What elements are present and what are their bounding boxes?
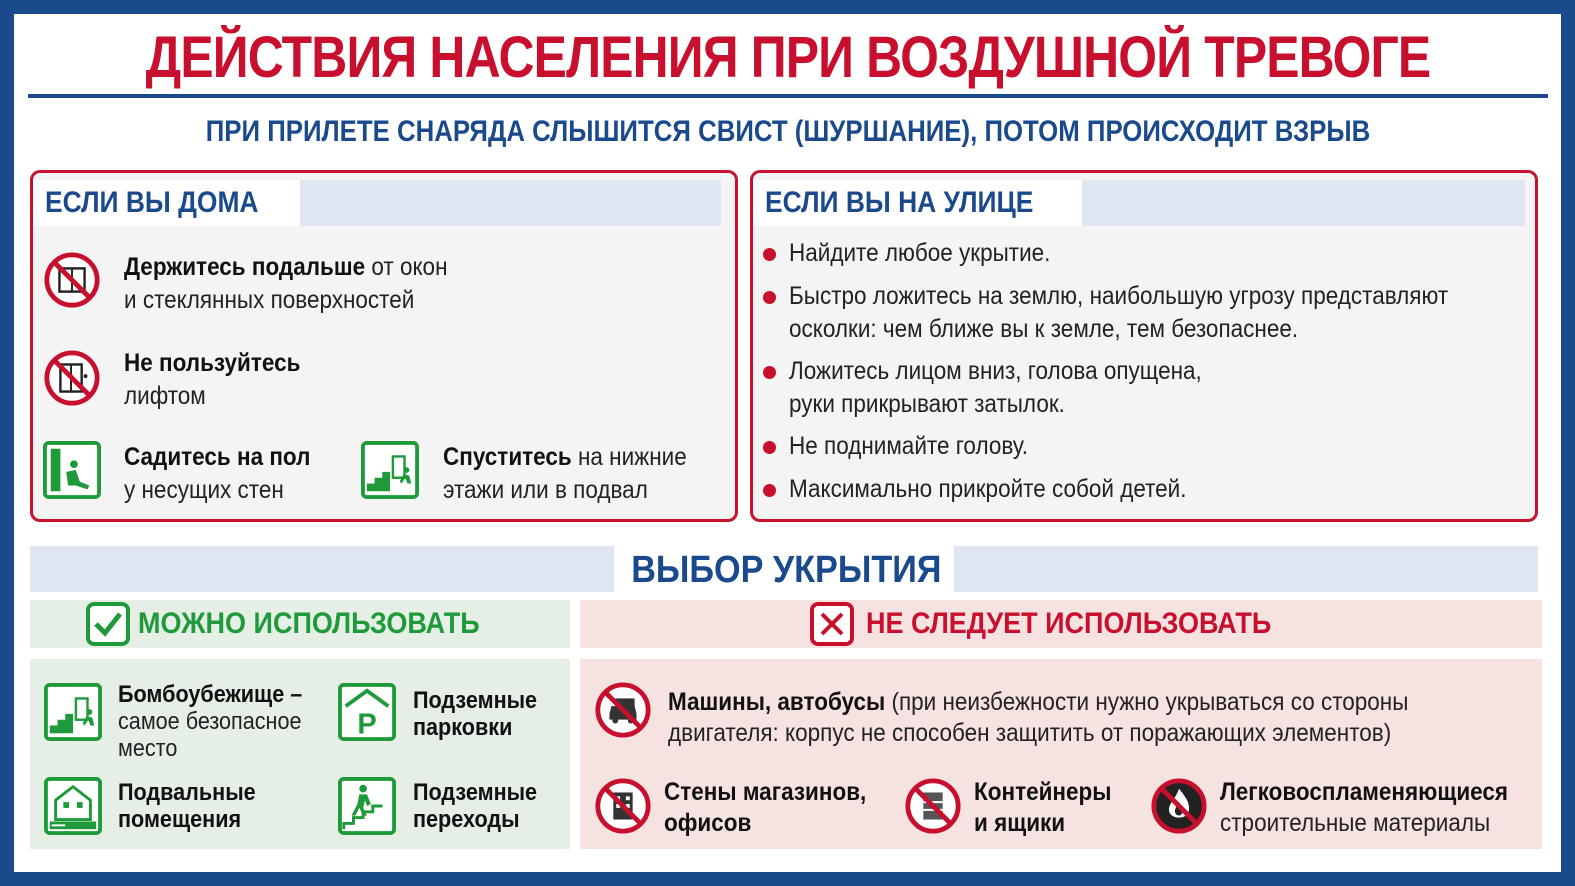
bullet-marker — [763, 248, 776, 261]
forbidden-item-containers: Контейнеры и ящики — [974, 778, 1112, 837]
title-divider — [28, 94, 1548, 98]
allowed-title: МОЖНО ИСПОЛЬЗОВАТЬ — [138, 607, 480, 640]
home-item-floor: Садитесь на пол у несущих стен — [124, 443, 311, 504]
no-elevator-icon — [43, 349, 101, 407]
allowed-item-basement: Подвальные помещения — [118, 779, 256, 833]
street-bullet-4: Не поднимайте голову. — [789, 432, 1029, 460]
street-bullet-1: Найдите любое укрытие. — [789, 239, 1051, 267]
forbidden-title: НЕ СЛЕДУЕТ ИСПОЛЬЗОВАТЬ — [866, 607, 1272, 640]
poster-frame — [14, 14, 1561, 872]
bullet-marker — [763, 484, 776, 497]
poster-subtitle: ПРИ ПРИЛЕТЕ СНАРЯДА СЛЫШИТСЯ СВИСТ (ШУРШАНИЕ), ПОТОМ ПРОИСХОДИТ ВЗРЫВ — [205, 115, 1371, 148]
allowed-header — [30, 600, 570, 648]
no-flammable-icon — [1150, 777, 1208, 835]
street-bullet-5: Максимально прикройте собой детей. — [789, 475, 1187, 503]
poster-title: ДЕЙСТВИЯ НАСЕЛЕНИЯ ПРИ ВОЗДУШНОЙ ТРЕВОГЕ — [145, 25, 1431, 90]
forbidden-item-shop-walls: Стены магазинов, офисов — [664, 778, 867, 837]
forbidden-item-flammable: Легковоспламеняющиеся строительные материалы — [1220, 778, 1509, 837]
street-panel — [750, 170, 1538, 522]
street-bullet-3: Ложитесь лицом вниз, голова опущена, руки прикрывают затылок. — [789, 357, 1202, 418]
no-cars-icon — [594, 681, 652, 739]
home-panel-title: ЕСЛИ ВЫ ДОМА — [33, 180, 300, 226]
bomb-shelter-icon — [44, 683, 102, 741]
basement-icon — [44, 777, 102, 835]
parking-icon — [338, 683, 396, 741]
go-downstairs-icon — [361, 441, 419, 499]
home-panel-header — [33, 180, 721, 226]
no-containers-icon — [904, 777, 962, 835]
home-panel — [30, 170, 738, 522]
no-shop-walls-icon — [594, 777, 652, 835]
forbidden-item-cars: Машины, автобусы (при неизбежности нужно укрываться со стороны двигателя: корпус не способен защитить от поражающих элементов) — [668, 688, 1409, 747]
street-panel-title: ЕСЛИ ВЫ НА УЛИЦЕ — [753, 180, 1082, 226]
bullet-marker — [763, 441, 776, 454]
no-windows-icon — [43, 251, 101, 309]
forbidden-list — [580, 659, 1542, 849]
bullet-marker — [763, 291, 776, 304]
home-item-windows: Держитесь подальше от окон и стеклянных поверхностей — [124, 253, 448, 314]
check-icon — [86, 602, 130, 646]
home-item-downstairs: Спуститесь на нижние этажи или в подвал — [443, 443, 687, 504]
underpass-icon — [338, 777, 396, 835]
shelter-choice-title: ВЫБОР УКРЫТИЯ — [614, 546, 954, 592]
bullet-marker — [763, 366, 776, 379]
sit-by-wall-icon — [43, 441, 101, 499]
allowed-item-parking: Подземные парковки — [413, 687, 538, 741]
allowed-item-underpass: Подземные переходы — [413, 779, 538, 833]
allowed-list — [30, 659, 570, 849]
cross-icon — [810, 602, 854, 646]
forbidden-header — [580, 600, 1542, 648]
svg-text:P: P — [357, 708, 377, 741]
allowed-item-bomb-shelter: Бомбоубежище – самое безопасное место — [118, 681, 303, 762]
home-item-elevator: Не пользуйтесь лифтом — [124, 349, 301, 410]
street-panel-header — [753, 180, 1525, 226]
street-bullet-2: Быстро ложитесь на землю, наибольшую угрозу представляют осколки: чем ближе вы к земле, тем безопаснее. — [789, 282, 1449, 343]
